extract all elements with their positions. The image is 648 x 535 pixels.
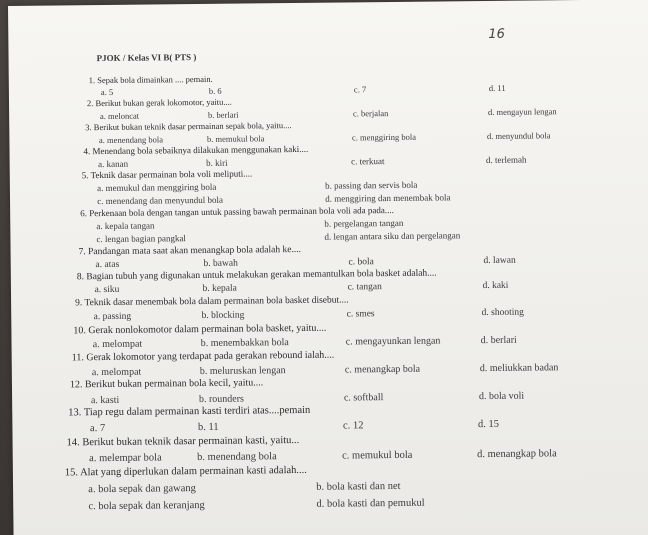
- question-1-text: 1. Sepak bola dimainkan .... pemain.: [88, 73, 213, 86]
- question-5-option-a: a. memukul dan menggiring bola: [97, 181, 217, 194]
- question-11-option-c: c. menangkap bola: [344, 363, 421, 376]
- question-6-text: 6. Perkenaan bola dengan tangan untuk passing bawah permainan bola voli ada pada....: [80, 204, 394, 219]
- question-10-option-d: d. berlari: [480, 334, 517, 347]
- question-5-text: 5. Teknik dasar permainan bola voli meliputi....: [81, 168, 253, 181]
- question-7-option-a: a. atas: [95, 259, 120, 271]
- question-13-option-c: c. 12: [342, 420, 364, 432]
- question-9-option-d: d. shooting: [481, 307, 524, 319]
- question-11-option-d: d. meliukkan badan: [479, 362, 559, 375]
- question-15-text: 15. Alat yang diperlukan dalam permainan kasti adalah....: [64, 464, 307, 479]
- question-14-option-d: d. menangkap bola: [477, 448, 557, 461]
- question-6-option-c: c. lengan bagian pangkal: [96, 233, 186, 245]
- question-1-option-c: c. 7: [353, 84, 367, 95]
- question-14-option-a: a. melempar bola: [89, 452, 162, 465]
- question-15-option-c: c. bola sepak dan keranjang: [88, 499, 205, 513]
- question-11-text: 11. Gerak lokomotor yang terdapat pada gerakan rebound ialah....: [71, 349, 335, 364]
- question-2-option-d: d. mengayun lengan: [487, 106, 557, 117]
- question-9-option-a: a. passing: [93, 311, 132, 323]
- question-15-option-d: d. bola kasti dan pemukul: [316, 497, 425, 510]
- question-13-option-a: a. 7: [89, 423, 106, 435]
- question-3-option-b: b. memukul bola: [206, 133, 265, 144]
- question-4-option-a: a. kanan: [97, 158, 129, 170]
- question-7-text: 7. Pandangan mata saat akan menangkap bola adalah ke....: [78, 244, 301, 258]
- question-4-option-d: d. terlemah: [485, 154, 527, 166]
- question-13-text: 13. Tiap regu dalam permainan kasti terdiri atas....pemain: [68, 404, 311, 419]
- question-3-option-c: c. menggiring bola: [351, 131, 417, 143]
- question-9-text: 9. Teknik dasar menembak bola dalam permainan bola basket disebut....: [75, 295, 349, 309]
- question-1-option-a: a. 5: [100, 86, 114, 98]
- question-8-option-a: a. siku: [94, 284, 120, 296]
- question-3-option-d: d. menyundul bola: [486, 130, 551, 141]
- question-2-option-c: c. berjalan: [352, 108, 389, 119]
- question-8-option-c: c. tangan: [347, 282, 382, 293]
- question-5-option-c: c. menendang dan menyundul bola: [97, 194, 223, 207]
- question-7-option-b: b. bawah: [203, 258, 238, 269]
- handwritten-page-number: 16: [488, 26, 505, 42]
- question-12-option-a: a. kasti: [90, 394, 120, 407]
- question-8-option-d: d. kaki: [482, 280, 509, 292]
- question-2-option-b: b. berlari: [207, 109, 239, 120]
- question-1-option-b: b. 6: [208, 85, 222, 96]
- question-7-option-d: d. lawan: [483, 255, 516, 267]
- question-6-option-b: b. pergelangan tangan: [324, 217, 404, 229]
- question-11-option-a: a. melompat: [91, 366, 142, 379]
- question-3-text: 3. Berikut bukan teknik dasar permainan sepak bola, yaitu....: [85, 120, 292, 133]
- question-12-option-c: c. softball: [343, 392, 384, 404]
- question-12-option-b: b. rounders: [198, 393, 244, 406]
- exam-header-title: PJOK / Kelas VI B( PTS ): [96, 52, 197, 64]
- question-9-option-b: b. blocking: [201, 310, 245, 321]
- exam-sheet: [8, 0, 648, 535]
- question-2-option-a: a. meloncat: [99, 110, 140, 122]
- question-15-option-b: b. bola kasti dan net: [316, 480, 401, 493]
- question-13-option-b: b. 11: [197, 421, 219, 434]
- question-3-option-a: a. menendang bola: [98, 134, 164, 146]
- question-6-option-a: a. kepala tangan: [96, 220, 155, 232]
- question-5-option-b: b. passing dan servis bola: [325, 179, 418, 191]
- question-14-option-b: b. menendang bola: [197, 451, 277, 464]
- question-8-text: 8. Bagian tubuh yang digunakan untuk melakukan gerakan memantulkan bola basket adalah....: [76, 268, 437, 283]
- question-10-option-c: c. mengayunkan lengan: [345, 335, 441, 348]
- question-12-option-d: d. bola voli: [478, 390, 525, 403]
- question-9-option-c: c. smes: [346, 309, 375, 320]
- question-2-text: 2. Berikut bukan gerak lokomotor, yaitu....: [86, 96, 232, 109]
- question-6-option-d: d. lengan antara siku dan pergelangan: [324, 230, 461, 242]
- question-10-option-a: a. melompat: [92, 338, 143, 351]
- question-4-option-b: b. kiri: [205, 157, 228, 168]
- question-1-option-d: d. 11: [488, 82, 506, 93]
- question-13-option-d: d. 15: [477, 418, 500, 431]
- question-10-option-b: b. menembakkan bola: [200, 337, 289, 349]
- question-11-option-b: b. meluruskan lengan: [199, 365, 286, 378]
- question-12-text: 12. Berikut bukan permainan bola kecil, yaitu....: [69, 377, 264, 391]
- question-15-option-a: a. bola sepak dan gawang: [88, 483, 196, 496]
- question-4-text: 4. Menendang bola sebaiknya dilakukan menggunakan kaki....: [83, 143, 309, 157]
- question-4-option-c: c. terkuat: [350, 156, 385, 167]
- question-5-option-d: d. menggiring dan menembak bola: [325, 192, 451, 204]
- question-14-option-c: c. memukul bola: [342, 449, 413, 462]
- question-8-option-b: b. kepala: [202, 283, 237, 294]
- question-10-text: 10. Gerak nonlokomotor dalam permainan bola basket, yaitu....: [73, 322, 327, 337]
- question-7-option-c: c. bola: [348, 257, 374, 268]
- question-14-text: 14. Berikut bukan teknik dasar permainan kasti, yaitu...: [66, 434, 300, 449]
